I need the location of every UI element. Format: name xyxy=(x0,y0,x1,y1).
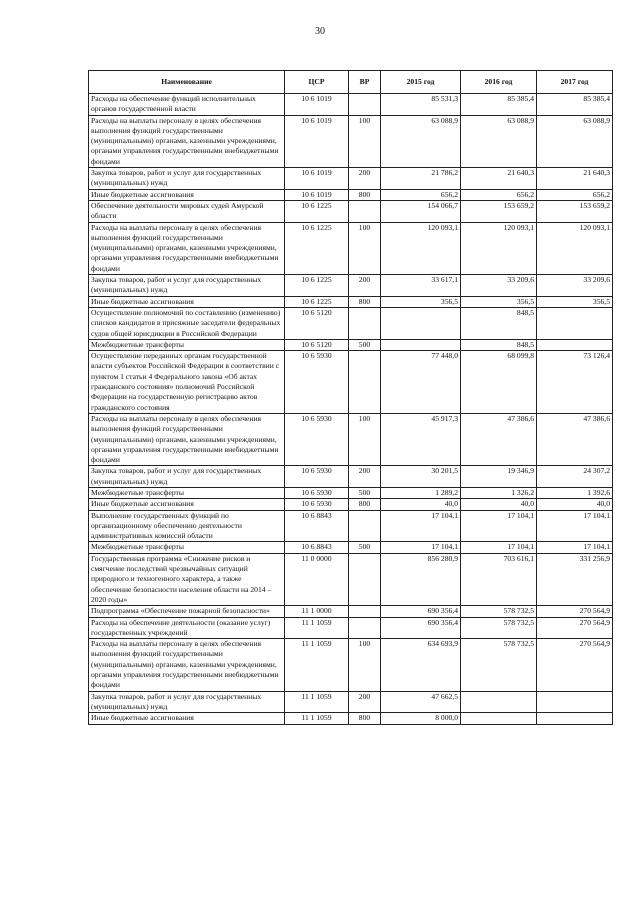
row-2015: 154 066,7 xyxy=(381,200,461,222)
row-2017: 331 256,9 xyxy=(537,553,613,605)
row-csr: 11 1 1059 xyxy=(285,617,349,639)
row-2016: 21 640,3 xyxy=(461,168,537,190)
table-row xyxy=(89,606,613,617)
table-row xyxy=(89,487,613,498)
row-2017: 85 385,4 xyxy=(537,94,613,116)
row-name: Закупка товаров, работ и услуг для государственных (муниципальных) нужд xyxy=(89,691,285,713)
row-name: Межбюджетные трансферты xyxy=(89,339,285,350)
row-name: Государственная программа «Снижение рисков и смягчение последствий чрезвычайных ситуаций природного и техногенного характера, а также обеспечение безопасности населения области на 2014 – 2020 годы» xyxy=(89,553,285,605)
table-row xyxy=(89,639,613,691)
row-2015: 85 531,3 xyxy=(381,94,461,116)
row-2016: 33 209,6 xyxy=(461,275,537,297)
row-vr xyxy=(349,553,381,605)
row-2017: 24 307,2 xyxy=(537,466,613,488)
row-2016: 578 732,5 xyxy=(461,639,537,691)
table-row xyxy=(89,713,613,724)
row-csr: 10 6 1019 xyxy=(285,168,349,190)
row-vr: 800 xyxy=(349,713,381,724)
row-2015: 656,2 xyxy=(381,189,461,200)
row-vr: 100 xyxy=(349,639,381,691)
table-row xyxy=(89,617,613,639)
table-row xyxy=(89,510,613,542)
table-row xyxy=(89,115,613,167)
row-2015: 77 448,0 xyxy=(381,351,461,414)
row-csr: 10 6 1019 xyxy=(285,94,349,116)
row-2016: 17 104,1 xyxy=(461,542,537,553)
row-2017: 63 088,9 xyxy=(537,115,613,167)
row-2017: 40,0 xyxy=(537,499,613,510)
row-2016: 85 385,4 xyxy=(461,94,537,116)
table-row xyxy=(89,275,613,297)
row-name: Выполнение государственных функций по организационному обеспечению деятельности административных комиссий области xyxy=(89,510,285,542)
row-name: Осуществление переданных органам государственной власти субъектов Российской Федерации в соответствии с пунктом 1 статьи 4 Федерального закона «Об актах гражданского состояния» полномочий Российской Федерации на государственную регистрацию актов гражданского состояния xyxy=(89,351,285,414)
row-2015: 45 917,3 xyxy=(381,413,461,465)
row-2017: 73 126,4 xyxy=(537,351,613,414)
row-2016: 47 386,6 xyxy=(461,413,537,465)
row-2015: 17 104,1 xyxy=(381,510,461,542)
row-2016: 578 732,5 xyxy=(461,606,537,617)
row-csr: 10 6 1225 xyxy=(285,296,349,307)
row-2015: 690 356,4 xyxy=(381,606,461,617)
table-body xyxy=(89,94,613,725)
header-csr: ЦСР xyxy=(285,71,349,94)
row-2017: 17 104,1 xyxy=(537,510,613,542)
row-vr: 800 xyxy=(349,296,381,307)
table-header-row xyxy=(89,71,613,94)
row-2016: 153 659,2 xyxy=(461,200,537,222)
row-2016 xyxy=(461,691,537,713)
row-2017: 656,2 xyxy=(537,189,613,200)
row-vr: 100 xyxy=(349,413,381,465)
table-row xyxy=(89,339,613,350)
row-vr: 200 xyxy=(349,691,381,713)
row-name: Обеспечение деятельности мировых судей Амурской области xyxy=(89,200,285,222)
row-name: Межбюджетные трансферты xyxy=(89,542,285,553)
row-name: Расходы на обеспечение деятельности (оказание услуг) государственных учреждений xyxy=(89,617,285,639)
table-row xyxy=(89,200,613,222)
row-2015: 47 662,5 xyxy=(381,691,461,713)
table-row xyxy=(89,189,613,200)
row-name: Расходы на выплаты персоналу в целях обеспечения выполнения функций государственными (муниципальными) органами, казенными учреждениями, органами управления государственными внебюджетными фондами xyxy=(89,115,285,167)
row-2017: 47 386,6 xyxy=(537,413,613,465)
row-2016: 40,0 xyxy=(461,499,537,510)
row-csr: 10 6 5930 xyxy=(285,351,349,414)
row-2016 xyxy=(461,713,537,724)
row-name: Расходы на выплаты персоналу в целях обеспечения выполнения функций государственными (муниципальными) органами, казенными учреждениями, органами управления государственными внебюджетными фондами xyxy=(89,413,285,465)
row-2016: 120 093,1 xyxy=(461,222,537,274)
row-vr: 500 xyxy=(349,542,381,553)
row-2017: 120 093,1 xyxy=(537,222,613,274)
row-csr: 10 6 8843 xyxy=(285,542,349,553)
row-csr: 10 6 1225 xyxy=(285,222,349,274)
table-row xyxy=(89,691,613,713)
row-2015: 356,5 xyxy=(381,296,461,307)
row-2015: 33 617,1 xyxy=(381,275,461,297)
row-csr: 11 1 0000 xyxy=(285,606,349,617)
row-2015: 21 786,2 xyxy=(381,168,461,190)
row-2016: 656,2 xyxy=(461,189,537,200)
row-2016: 848,5 xyxy=(461,307,537,339)
row-vr: 100 xyxy=(349,115,381,167)
header-2016: 2016 год xyxy=(461,71,537,94)
row-csr: 11 0 0000 xyxy=(285,553,349,605)
row-vr xyxy=(349,617,381,639)
row-csr: 10 6 8843 xyxy=(285,510,349,542)
row-2017: 17 104,1 xyxy=(537,542,613,553)
row-2017 xyxy=(537,713,613,724)
table-row xyxy=(89,307,613,339)
row-csr: 10 6 5930 xyxy=(285,413,349,465)
table-row xyxy=(89,542,613,553)
row-vr xyxy=(349,606,381,617)
row-csr: 10 6 5930 xyxy=(285,499,349,510)
row-name: Иные бюджетные ассигнования xyxy=(89,499,285,510)
row-2016: 17 104,1 xyxy=(461,510,537,542)
row-2016: 68 099,8 xyxy=(461,351,537,414)
row-csr: 10 6 1019 xyxy=(285,189,349,200)
row-name: Осуществление полномочий по составлению (изменению) списков кандидатов в присяжные заседатели федеральных судов общей юрисдикции в Российской Федерации xyxy=(89,307,285,339)
row-vr xyxy=(349,94,381,116)
row-vr: 100 xyxy=(349,222,381,274)
table-row xyxy=(89,553,613,605)
row-vr xyxy=(349,200,381,222)
row-csr: 10 6 5930 xyxy=(285,466,349,488)
row-name: Расходы на выплаты персоналу в целях обеспечения выполнения функций государственными (муниципальными) органами, казенными учреждениями, органами управления государственными внебюджетными фондами xyxy=(89,639,285,691)
header-2015: 2015 год xyxy=(381,71,461,94)
table-row xyxy=(89,466,613,488)
row-2015: 1 289,2 xyxy=(381,487,461,498)
row-name: Закупка товаров, работ и услуг для государственных (муниципальных) нужд xyxy=(89,168,285,190)
row-csr: 10 6 1019 xyxy=(285,115,349,167)
row-name: Подпрограмма «Обеспечение пожарной безопасности» xyxy=(89,606,285,617)
row-2015: 120 093,1 xyxy=(381,222,461,274)
row-vr xyxy=(349,510,381,542)
table-row xyxy=(89,94,613,116)
row-2017: 270 564,9 xyxy=(537,639,613,691)
row-name: Иные бюджетные ассигнования xyxy=(89,189,285,200)
row-2017: 21 640,3 xyxy=(537,168,613,190)
row-2016: 1 326,2 xyxy=(461,487,537,498)
table-row xyxy=(89,168,613,190)
table-row xyxy=(89,351,613,414)
row-2017: 1 392,6 xyxy=(537,487,613,498)
row-2017 xyxy=(537,307,613,339)
row-2015: 17 104,1 xyxy=(381,542,461,553)
row-2015: 63 088,9 xyxy=(381,115,461,167)
row-2015: 634 693,9 xyxy=(381,639,461,691)
row-2017 xyxy=(537,691,613,713)
row-csr: 10 6 1225 xyxy=(285,200,349,222)
row-name: Закупка товаров, работ и услуг для государственных (муниципальных) нужд xyxy=(89,466,285,488)
row-2017: 33 209,6 xyxy=(537,275,613,297)
row-vr: 200 xyxy=(349,466,381,488)
table-row xyxy=(89,222,613,274)
row-csr: 11 1 1059 xyxy=(285,713,349,724)
row-name: Иные бюджетные ассигнования xyxy=(89,296,285,307)
row-2015: 8 000,0 xyxy=(381,713,461,724)
row-name: Расходы на выплаты персоналу в целях обеспечения выполнения функций государственными (муниципальными) органами, казенными учреждениями, органами управления государственными внебюджетными фондами xyxy=(89,222,285,274)
row-2016: 356,5 xyxy=(461,296,537,307)
row-vr: 200 xyxy=(349,275,381,297)
row-csr: 10 6 5120 xyxy=(285,307,349,339)
row-name: Иные бюджетные ассигнования xyxy=(89,713,285,724)
header-2017: 2017 год xyxy=(537,71,613,94)
row-vr xyxy=(349,351,381,414)
row-csr: 10 6 5120 xyxy=(285,339,349,350)
row-csr: 10 6 1225 xyxy=(285,275,349,297)
row-vr: 800 xyxy=(349,189,381,200)
table-row xyxy=(89,296,613,307)
budget-table xyxy=(88,70,613,725)
row-name: Закупка товаров, работ и услуг для государственных (муниципальных) нужд xyxy=(89,275,285,297)
header-name: Наименование xyxy=(89,71,285,94)
row-vr: 500 xyxy=(349,339,381,350)
row-2017: 270 564,9 xyxy=(537,617,613,639)
row-2015: 30 201,5 xyxy=(381,466,461,488)
row-2017: 270 564,9 xyxy=(537,606,613,617)
row-2015: 856 280,9 xyxy=(381,553,461,605)
row-2015 xyxy=(381,339,461,350)
row-vr: 200 xyxy=(349,168,381,190)
row-name: Межбюджетные трансферты xyxy=(89,487,285,498)
table-row xyxy=(89,413,613,465)
row-2016: 703 616,1 xyxy=(461,553,537,605)
page-number: 30 xyxy=(315,26,325,37)
row-2016: 19 346,9 xyxy=(461,466,537,488)
row-vr xyxy=(349,307,381,339)
table-row xyxy=(89,499,613,510)
row-vr: 800 xyxy=(349,499,381,510)
row-csr: 11 1 1059 xyxy=(285,639,349,691)
row-vr: 500 xyxy=(349,487,381,498)
row-name: Расходы на обеспечение функций исполнительных органов государственной власти xyxy=(89,94,285,116)
row-2016: 848,5 xyxy=(461,339,537,350)
row-csr: 10 6 5930 xyxy=(285,487,349,498)
row-2016: 578 732,5 xyxy=(461,617,537,639)
row-csr: 11 1 1059 xyxy=(285,691,349,713)
row-2017: 153 659,2 xyxy=(537,200,613,222)
row-2015 xyxy=(381,307,461,339)
row-2017 xyxy=(537,339,613,350)
header-vr: ВР xyxy=(349,71,381,94)
row-2017: 356,5 xyxy=(537,296,613,307)
row-2015: 690 356,4 xyxy=(381,617,461,639)
row-2015: 40,0 xyxy=(381,499,461,510)
row-2016: 63 088,9 xyxy=(461,115,537,167)
